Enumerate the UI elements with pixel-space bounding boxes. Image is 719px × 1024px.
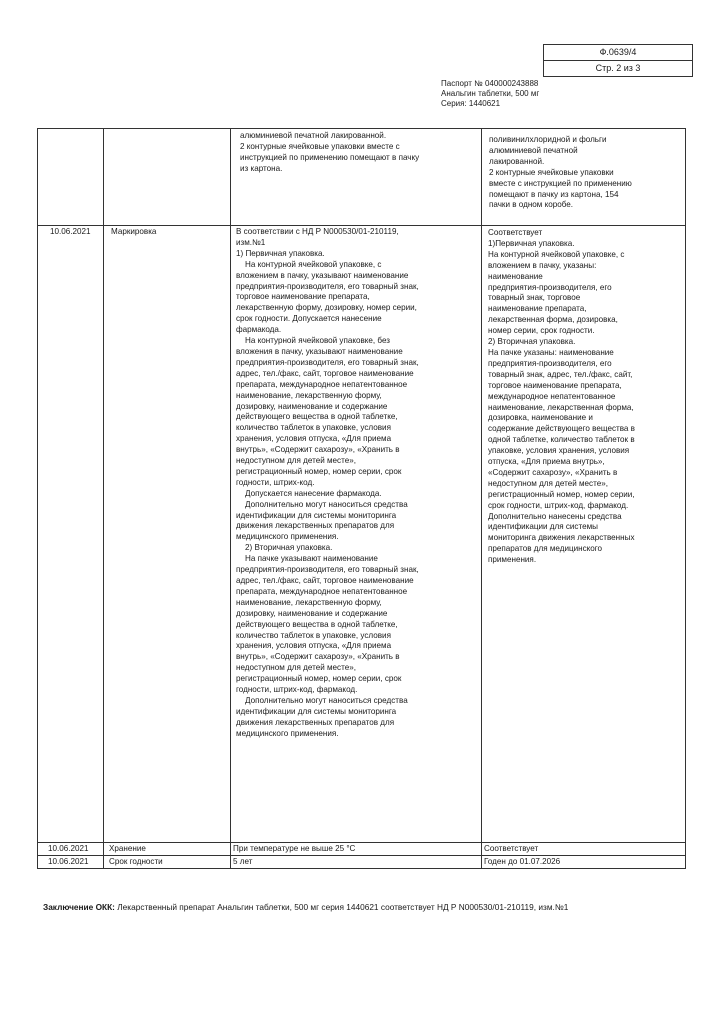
shelf-life-result: Годен до 01.07.2026 <box>484 857 561 866</box>
row-divider <box>37 225 685 226</box>
column-divider <box>685 128 686 869</box>
table-top-border <box>37 128 685 129</box>
conclusion-text: Лекарственный препарат Анальгин таблетки, 500 мг серия 1440621 соответствует НД Р N000530/01-210119, изм.№1 <box>114 902 569 912</box>
passport-line: Паспорт № 040000243888 <box>441 79 539 88</box>
column-divider <box>230 128 231 869</box>
page-number: Стр. 2 из 3 <box>544 60 692 76</box>
labeling-parameter: Маркировка <box>111 227 157 236</box>
conclusion <box>43 901 663 914</box>
form-number-box <box>543 44 693 77</box>
labeling-requirement: В соответствии с НД Р N000530/01-210119, изм.№1 1) Первичная упаковка. На контурной ячейковой упаковке, с вложением в пачку, указывают наименование предприятия-производителя, его товарный знак, торговое наименование препарата, лекарственную форму, дозировку, номер серии, срок годности. Допускается нанесение фармакода. На контурной ячейковой упаковке, без вложения в пачку, указывают наименование предприятия-производителя, его товарный знак, адрес, тел./факс, сайт, торговое наименование препарата, международное непатентованное наименование, лекарственную форму, дозировку, наименование и содержание действующего вещества в одной таблетке, количество таблеток в упаковке, условия хранения, условия отпуска, «Для приема внутрь», «Содержит сахарозу», «Хранить в недоступном для детей месте», регистрационный номер, номер серии, срок годности, штрих-код. Допускается нанесение фармакода. Дополнительно могут наноситься средства идентификации для системы мониторинга движения лекарственных препаратов для медицинского применения. 2) Вторичная упаковка. На пачке указывают наименование предприятия-производителя, его товарный знак, адрес, тел./факс, сайт, торговое наименование препарата, международное непатентованное наименование, лекарственную форму, дозировку, наименование и содержание действующего вещества в одной таблетке, количество таблеток в упаковке, условия хранения, условия отпуска, «Для приема внутрь», «Содержит сахарозу», «Хранить в недоступном для детей месте», регистрационный номер, номер серии, срок годности, штрих-код, фармакод. Дополнительно могут наноситься средства идентификации для системы мониторинга движения лекарственных препаратов для медицинского применения. <box>236 227 419 738</box>
passport-info <box>441 79 539 109</box>
form-number: Ф.0639/4 <box>599 47 637 57</box>
table-bottom-border <box>37 868 685 869</box>
continuation-result: поливинилхлоридной и фольги алюминиевой печатной лакированной. 2 контурные ячейковые упаковки вместе с инструкцией по применению помещают в пачку из картона, 154 пачки в одном коробе. <box>489 135 632 210</box>
column-divider <box>481 128 482 869</box>
conclusion-label: Заключение ОКК: <box>43 902 115 912</box>
storage-parameter: Хранение <box>109 844 146 853</box>
storage-result: Соответствует <box>484 844 539 853</box>
passport-line: Серия: 1440621 <box>441 99 501 108</box>
shelf-life-parameter: Срок годности <box>109 857 163 866</box>
storage-requirement: При температуре не выше 25 °С <box>233 844 356 853</box>
passport-line: Анальгин таблетки, 500 мг <box>441 89 540 98</box>
shelf-life-date: 10.06.2021 <box>48 857 89 866</box>
labeling-result: Соответствует 1)Первичная упаковка. На контурной ячейковой упаковке, с вложением в пачку, указаны: наименование предприятия-производителя, его товарный знак, торговое наименование препарата, лекарственная форма, дозировка, номер серии, срок годности. 2) Вторичная упаковка. На пачке указаны: наименование предприятия-производителя, его товарный знак, адрес, тел./факс, сайт, торговое наименование препарата, международное непатентованное наименование, лекарственная форма, дозировка, наименование и содержание действующего вещества в одной таблетке, количество таблеток в упаковке, условия хранения, условия отпуска, «Для приема внутрь», «Содержит сахарозу», «Хранить в недоступном для детей месте», регистрационный номер, номер серии, срок годности, штрих-код, фармакод. Дополнительно нанесены средства идентификации для системы мониторинга движения лекарственных препаратов для медицинского применения. <box>488 228 635 565</box>
continuation-requirement: алюминиевой печатной лакированной. 2 контурные ячейковые упаковки вместе с инструкцией по применению помещают в пачку из картона. <box>240 131 420 173</box>
storage-date: 10.06.2021 <box>48 844 89 853</box>
shelf-life-requirement: 5 лет <box>233 857 253 866</box>
labeling-date: 10.06.2021 <box>50 227 91 236</box>
column-divider <box>37 128 38 869</box>
column-divider <box>103 128 104 869</box>
